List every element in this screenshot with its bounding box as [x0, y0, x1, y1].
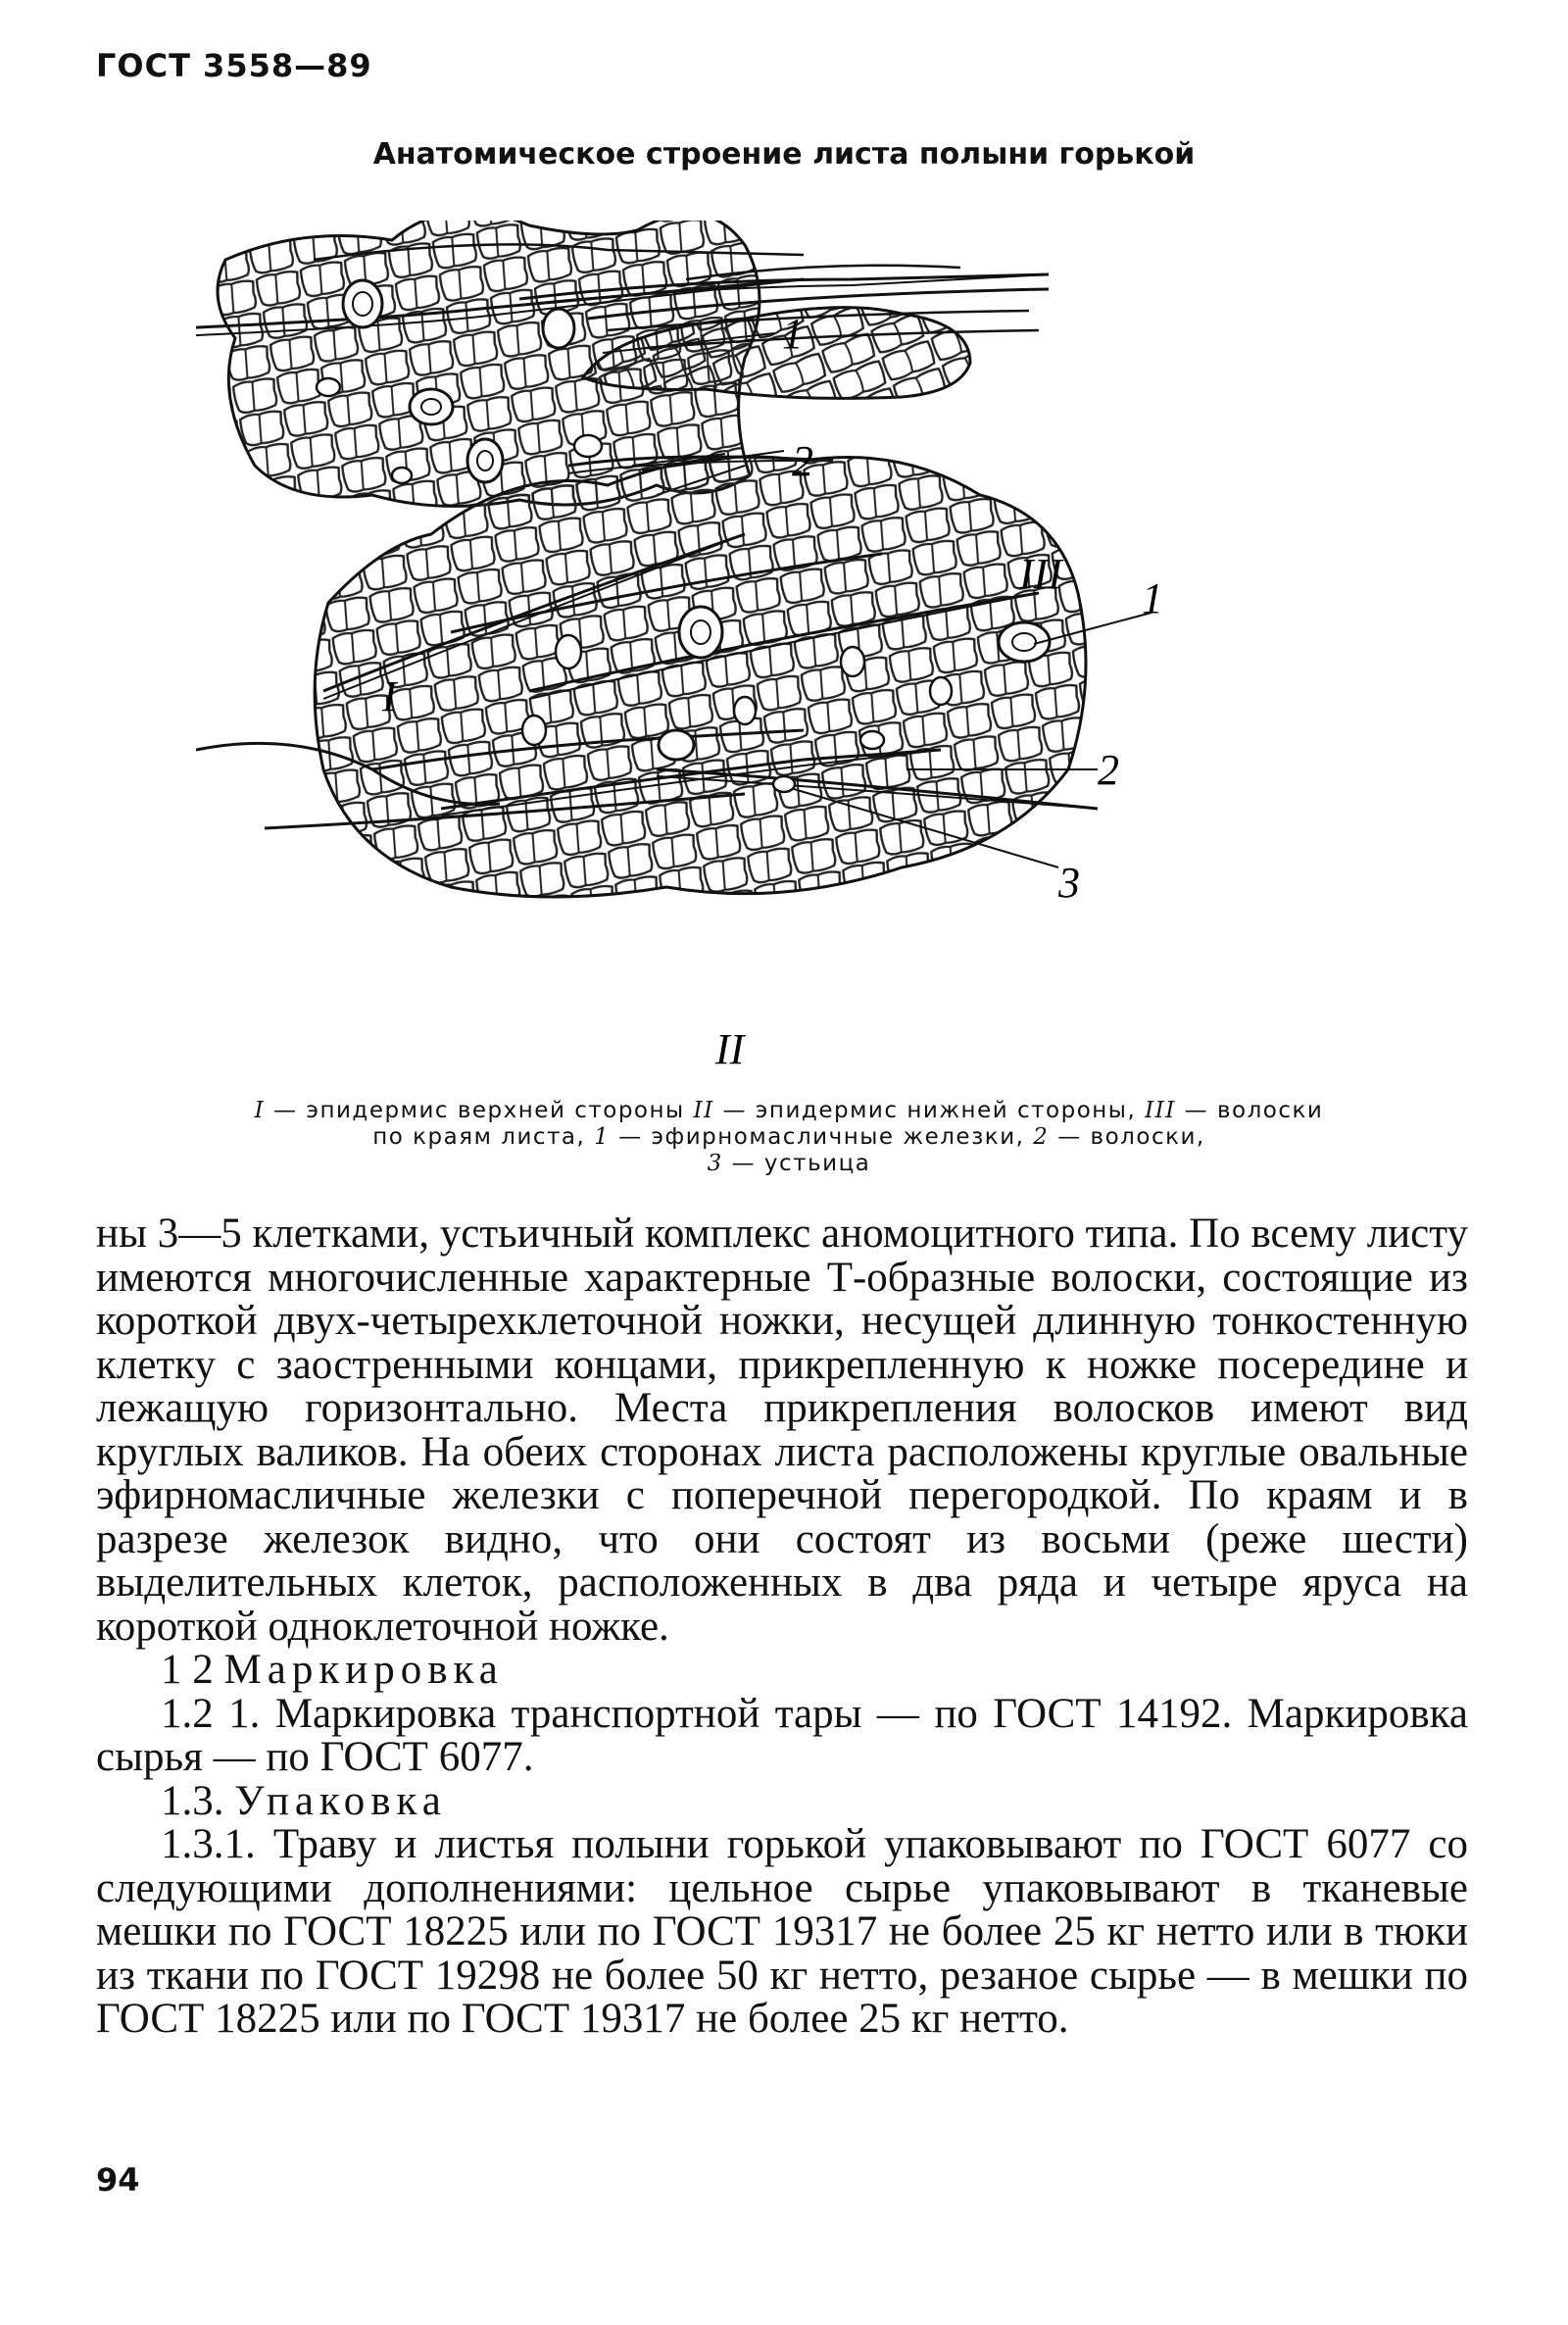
caption-2: 2	[1033, 1124, 1050, 1150]
panel-ii-lower-epidermis	[196, 457, 1098, 897]
section-1-2-title: Маркировка	[223, 1647, 504, 1693]
section-1-2-heading	[96, 1649, 1468, 1693]
body-text	[96, 1212, 1468, 2042]
caption-i-text: — эпидермис верхней стороны	[273, 1098, 685, 1123]
section-1-3-title: Упаковка	[234, 1777, 447, 1824]
caption-2-text: — волоски,	[1057, 1124, 1205, 1150]
document-header: ГОСТ 3558—89	[96, 47, 372, 84]
section-1-3-heading	[96, 1777, 1468, 1824]
panel-label-iii: III	[1019, 550, 1062, 598]
figure-caption	[235, 1098, 1343, 1177]
caption-3-text: — устьица	[731, 1151, 871, 1176]
caption-1-text: — эфирномасличные железки,	[618, 1124, 1025, 1150]
ref-label-1-top: 1	[782, 310, 804, 358]
panel-label-i: I	[382, 672, 397, 720]
section-1-2-number: 1 2	[161, 1647, 214, 1693]
caption-iii: III	[1145, 1098, 1176, 1123]
caption-ii-text: — эпидермис нижней стороны,	[722, 1098, 1137, 1123]
leaf-anatomy-figure	[196, 221, 1323, 1083]
ref-label-3-bottom: 3	[1058, 859, 1080, 907]
page-number: 94	[96, 2161, 140, 2199]
ref-label-1-bottom: 1	[1142, 574, 1163, 622]
ref-label-2-top: 2	[792, 437, 813, 485]
caption-i: I	[254, 1098, 266, 1123]
caption-ii: II	[693, 1098, 714, 1123]
panel-label-ii: II	[715, 1025, 745, 1073]
paragraph-description: ны 3—5 клетками, устьичный комплекс аномоцитного типа. По всему листу имеются многочисленные характерные Т-образные волоски, состоящие из короткой двух-четырехклеточной ножки, несущей длинную тонкостенную клетку с заостренными концами, прикрепленную к ножке посередине и лежащую горизонтально. Места прикрепления волосков имеют вид круглых валиков. На обеих сторонах листа расположены круглые овальные эфирномасличные железки с поперечной перегородкой. По краям и в разрезе железок видно, что они состоят из восьми (реже шести) выделительных клеток, расположенных в два ряда и четыре яруса на короткой одноклеточной ножке.	[96, 1211, 1468, 1650]
paragraph-1-2-1: 1.2 1. Маркировка транспортной тары — по ГОСТ 14192. Маркировка сырья — по ГОСТ 6077.	[96, 1690, 1468, 1780]
caption-3: 3	[707, 1151, 723, 1176]
paragraph-1-3-1: 1.3.1. Траву и листья полыни горькой упаковывают по ГОСТ 6077 со следующими дополнениями: цельное сырье упаковывают в тканевые мешки по ГОСТ 18225 или по ГОСТ 19317 не более 25 кг нетто или в тюки из ткани по ГОСТ 19298 не более 50 кг нетто, резаное сырье — в мешки по ГОСТ 18225 или по ГОСТ 19317 не более 25 кг нетто.	[96, 1821, 1468, 2042]
ref-label-2-bottom: 2	[1098, 746, 1119, 794]
caption-iii-text: — волоски по краям листа,	[372, 1098, 1324, 1150]
figure-title: Анатомическое строение листа полыни горькой	[372, 137, 1196, 172]
caption-1: 1	[594, 1124, 611, 1150]
section-1-3-number: 1.3.	[161, 1777, 224, 1824]
